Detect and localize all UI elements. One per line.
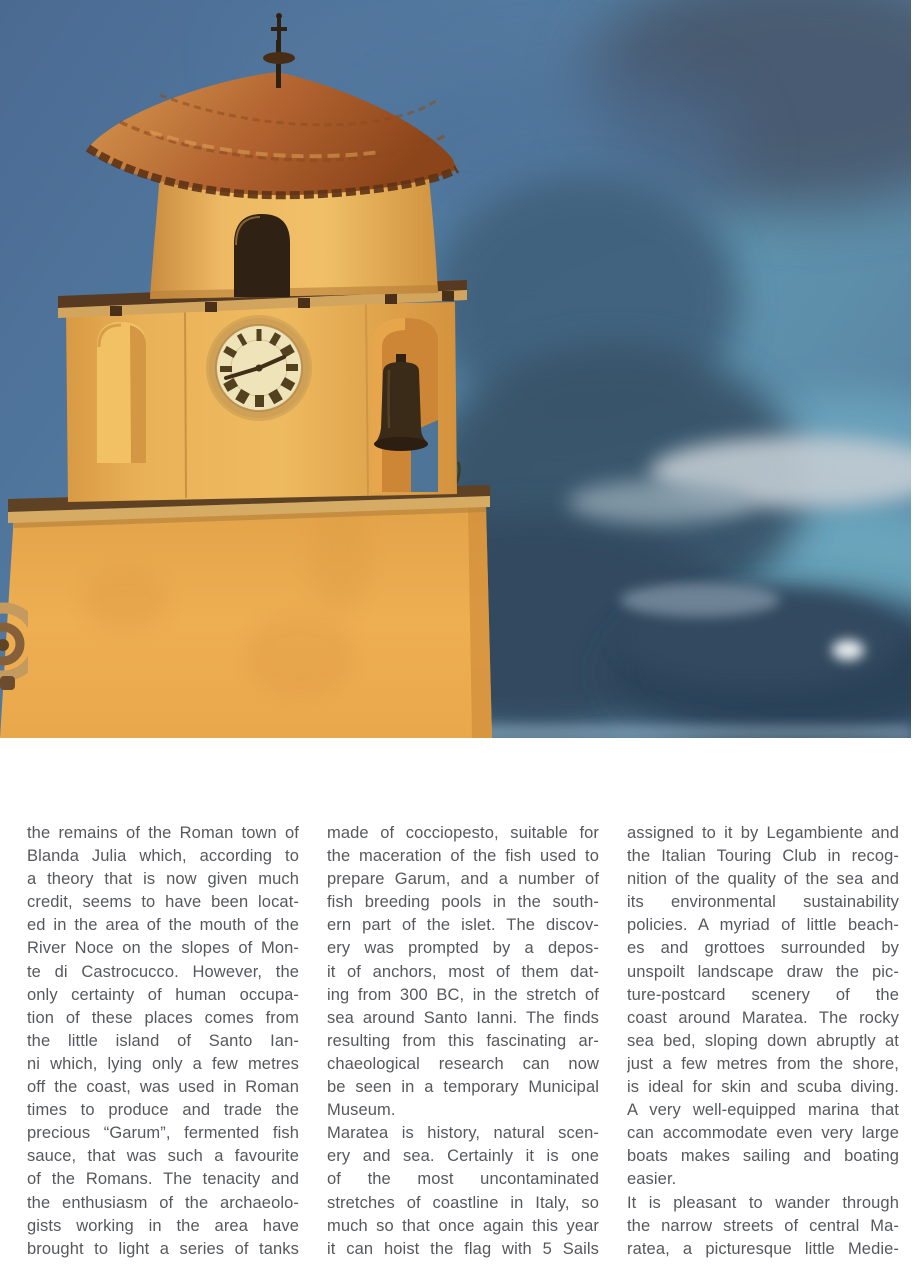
text-line: nition of the quality of the sea and — [627, 870, 899, 889]
text-line: its environmental sustainability — [627, 893, 899, 912]
text-line: ni which, lying only a few metres — [27, 1054, 299, 1073]
text-line: prepare Garum, and a number of — [327, 870, 599, 889]
text-line: is ideal for skin and scuba diving. — [627, 1078, 899, 1097]
text-line: be seen in a temporary Municipal — [327, 1078, 599, 1097]
text-line: Maratea is history, natural scen- — [327, 1124, 599, 1143]
text-line: much so that once again this year — [327, 1216, 599, 1235]
article-column-2 — [327, 822, 599, 1261]
text-line: es and grottoes surrounded by — [627, 939, 899, 958]
text-line: Blanda Julia which, according to — [27, 847, 299, 866]
text-line: credit, seems to have been locat- — [27, 893, 299, 912]
text-line: sea around Santo Ianni. The finds — [327, 1008, 599, 1027]
text-line: brought to light a series of tanks — [27, 1239, 299, 1258]
text-line: stretches of coastline in Italy, so — [327, 1193, 599, 1212]
tower-base-wall — [0, 506, 492, 738]
text-line: precious “Garum”, fermented fish — [27, 1124, 299, 1143]
text-line: ratea, a picturesque little Medie- — [627, 1239, 899, 1258]
left-niche — [97, 322, 146, 463]
text-line: A very well-equipped marina that — [627, 1101, 899, 1120]
text-line: ed in the area of the mouth of the — [27, 916, 299, 935]
text-line: te di Castrocucco. However, the — [27, 962, 299, 981]
text-line: policies. A myriad of little beach- — [627, 916, 899, 935]
text-line: just a few metres from the shore, — [627, 1054, 899, 1073]
text-line: unspoilt landscape draw the pic- — [627, 962, 899, 981]
bell-niche — [372, 318, 438, 492]
clock-icon — [206, 315, 312, 421]
text-line: ern part of the islet. The discov- — [327, 916, 599, 935]
text-line: tion of these places comes from — [27, 1008, 299, 1027]
text-line: ing from 300 BC, in the stretch of — [327, 985, 599, 1004]
text-line: fish breeding pools in the south- — [327, 893, 599, 912]
text-line: the enthusiasm of the archaeolo- — [27, 1193, 299, 1212]
text-line: easier. — [627, 1170, 677, 1189]
text-line: It is pleasant to wander through — [627, 1193, 899, 1212]
text-line: the remains of the Roman town of — [27, 824, 299, 842]
text-line: times to produce and trade the — [27, 1101, 299, 1120]
text-line: sea bed, sloping down abruptly at — [627, 1031, 899, 1050]
text-line: boats makes sailing and boating — [627, 1147, 899, 1166]
text-line: the little island of Santo Ian- — [27, 1031, 299, 1050]
text-line: River Noce on the slopes of Mon- — [27, 939, 299, 958]
text-line: sauce, that was such a favourite — [27, 1147, 299, 1166]
text-line: off the coast, was used in Roman — [27, 1078, 299, 1097]
text-line: made of cocciopesto, suitable for — [327, 824, 599, 842]
text-line: ture-postcard scenery of the — [627, 985, 899, 1004]
text-line: chaeological research can now — [327, 1054, 599, 1073]
text-line: a theory that is now given much — [27, 870, 299, 889]
text-line: coast around Maratea. The rocky — [627, 1008, 899, 1027]
text-line: ery was prompted by a depos- — [327, 939, 599, 958]
text-line: can accommodate even very large — [627, 1124, 899, 1143]
article-column-1 — [27, 822, 299, 1261]
text-line: of the most uncontaminated — [327, 1170, 599, 1189]
text-line: ery and sea. Certainly it is one — [327, 1147, 599, 1166]
text-line: Museum. — [327, 1101, 396, 1120]
text-line: of the Romans. The tenacity and — [27, 1170, 299, 1189]
article-body — [0, 822, 921, 1261]
text-line: the Italian Touring Club in recog- — [627, 847, 899, 866]
article-column-3 — [627, 822, 899, 1261]
text-line: only certainty of human occupa- — [27, 985, 299, 1004]
text-line: it can hoist the flag with 5 Sails — [327, 1239, 599, 1258]
text-line: gists working in the area have — [27, 1216, 299, 1235]
drum-window — [234, 214, 290, 297]
text-line: the maceration of the fish used to — [327, 847, 599, 866]
text-line: resulting from this fascinating ar- — [327, 1031, 599, 1050]
text-line: assigned to it by Legambiente and — [627, 824, 899, 842]
text-line: the narrow streets of central Ma- — [627, 1216, 899, 1235]
belfry — [66, 302, 457, 502]
text-line: it of anchors, most of them dat- — [327, 962, 599, 981]
